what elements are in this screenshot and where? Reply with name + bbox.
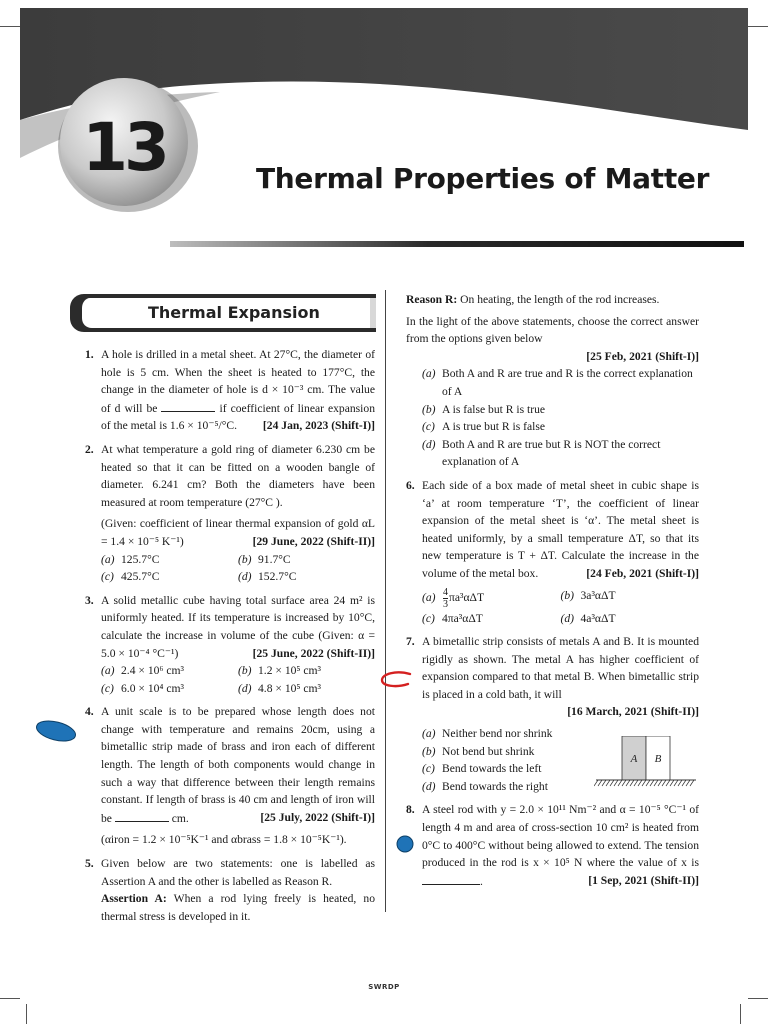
- option[interactable]: [422, 610, 561, 628]
- question-text: .: [480, 874, 483, 888]
- question-7: [406, 633, 699, 703]
- column-divider: [385, 290, 386, 912]
- question-text: Each side of a box made of metal sheet in cubic shape is ‘a’ at room temperature ‘T’, the coefficient of linear expansion of the metal sheet is ‘α’. The metal sheet is heated uniformly, by a small temperature ΔT, so that its new temperature is T + ΔT. Calculate the increase in the volume of the metal box.: [422, 478, 699, 580]
- option-label: (a): [101, 664, 115, 678]
- option-label: (c): [101, 570, 114, 584]
- option-label: (c): [422, 420, 435, 434]
- option-label: (b): [422, 744, 436, 758]
- option-text: Bend towards the left: [442, 762, 542, 776]
- crop-mark: [26, 1004, 27, 1024]
- option-text: A is false but R is true: [442, 402, 546, 416]
- option[interactable]: [238, 680, 375, 698]
- reason-label: Reason R:: [406, 293, 458, 306]
- page-footer: SWRDP: [368, 983, 400, 991]
- ground-hatching: [594, 780, 694, 786]
- answer-blank: [422, 872, 480, 885]
- answer-blank: [161, 399, 215, 412]
- exam-source: [24 Jan, 2023 (Shift-I)]: [262, 419, 375, 433]
- question-5-options: [406, 365, 699, 471]
- option-label: (b): [560, 588, 575, 602]
- exam-source: [29 June, 2022 (Shift-II)]: [252, 534, 375, 548]
- exam-source: [25 July, 2022 (Shift-I)]: [260, 810, 375, 824]
- chapter-number: 13: [82, 109, 166, 186]
- given-text: (Given: coefficient of linear thermal expansion of gold αL = 1.4 × 10⁻⁵ K⁻¹): [101, 517, 375, 548]
- chapter-title: Thermal Properties of Matter: [256, 162, 710, 195]
- option[interactable]: [561, 587, 700, 610]
- metal-a-label: A: [630, 753, 638, 765]
- option-text: 6.0 × 10⁴ cm³: [121, 681, 185, 695]
- option-label: (b): [238, 552, 252, 566]
- option[interactable]: [406, 436, 699, 471]
- exam-source: [24 Feb, 2021 (Shift-I)]: [586, 566, 699, 580]
- chapter-banner: [20, 8, 748, 240]
- question-text: A solid metallic cube having total surface area 24 m² is uniformly heated. If its temperature is increased by 10°C, calculate the increase in volume of the cube (Given: α = 5.0 × 10⁻⁴ °C⁻¹): [101, 593, 375, 660]
- question-text: A hole is drilled in a metal sheet. At 27°C, the diameter of hole is 5 cm. When the sheet is heated to 177°C, the change in the diameter of hole is d × 10⁻³ cm. The value of d will be: [101, 348, 375, 415]
- section-title: Thermal Expansion: [148, 303, 320, 322]
- question-text: A bimetallic strip consists of metals A and B. It is mounted rigidly as shown. The metal A has higher coefficient of expansion compared to that metal B. When bimetallic strip is placed in a cold bath, it will: [422, 635, 699, 701]
- question-text: A steel rod with y = 2.0 × 10¹¹ Nm⁻² and α = 10⁻⁵ °C⁻¹ of length 4 m and area of cross-section 10 cm² is heated from 0°C to 400°C without being allowed to extend. The tension produced in the rod is x × 10⁵ N where the value of x is: [422, 803, 699, 870]
- question-text: Given below are two statements: one is labelled as Assertion A and the other is labelled as Reason R.: [101, 857, 375, 888]
- question-text: if coefficient of linear expansion of the metal is 1.6 × 10⁻⁵/°C.: [101, 401, 375, 433]
- option[interactable]: [406, 418, 699, 436]
- option-text: 152.7°C: [258, 570, 297, 584]
- question-number: 7.: [406, 635, 415, 649]
- option[interactable]: [406, 401, 699, 419]
- given-text: (αiron = 1.2 × 10⁻⁵K⁻¹ and αbrass = 1.8 × 10⁻⁵K⁻¹).: [101, 833, 347, 847]
- question-2-options: [85, 551, 375, 586]
- option-text: 2.4 × 10⁶ cm³: [121, 664, 185, 678]
- option[interactable]: [238, 568, 375, 586]
- exam-source: [1 Sep, 2021 (Shift-II)]: [588, 873, 699, 887]
- option-text: Both A and R are true and R is the correct explanation of A: [442, 367, 693, 398]
- option-text: A is true but R is false: [442, 420, 546, 434]
- fraction-numerator: 4: [443, 586, 448, 598]
- question-text: At what temperature a gold ring of diameter 6.230 cm be heated so that it can be fitted on a wooden bangle of diameter. 6.241 cm? Both the diameters have been measured at room temperature (27°C ).: [101, 442, 375, 509]
- option-text: 3a³αΔT: [580, 588, 616, 602]
- question-text: A unit scale is to be prepared whose length does not change with temperature and remains 20cm, using a bimetallic strip made of brass and iron each of different length. The length of both components would change in such a way that difference between their length remains constant. If length of brass is 40 cm and length of iron will be: [101, 705, 375, 825]
- option-text: Neither bend nor shrink: [442, 727, 553, 741]
- bimetallic-strip-figure: [594, 736, 698, 788]
- crop-mark: [748, 998, 768, 999]
- exam-source: [25 Feb, 2021 (Shift-I)]: [586, 349, 699, 363]
- fraction-denominator: 3: [443, 598, 448, 610]
- question-number: 6.: [406, 478, 415, 492]
- question-4: [85, 703, 375, 827]
- option-label: (d): [422, 437, 436, 451]
- option[interactable]: [101, 662, 238, 680]
- assertion-label: Assertion A:: [101, 892, 167, 906]
- question-number: 8.: [406, 803, 415, 817]
- option-label: (a): [101, 552, 115, 566]
- question-5-instruction: In the light of the above statements, choose the correct answer from the options given below: [406, 314, 699, 346]
- option-label: (b): [238, 664, 252, 678]
- option-label: (c): [101, 681, 114, 695]
- option[interactable]: [422, 587, 561, 610]
- question-number: 1.: [85, 348, 94, 361]
- option-text: 91.7°C: [258, 552, 291, 566]
- question-1: [85, 346, 375, 435]
- option-text: 4.8 × 10⁵ cm³: [258, 681, 322, 695]
- option[interactable]: [101, 568, 238, 586]
- fraction: [443, 587, 448, 610]
- option-label: (b): [422, 402, 436, 416]
- option-label: (a): [422, 590, 436, 604]
- metal-b-label: B: [654, 753, 662, 765]
- answer-blank: [115, 809, 169, 822]
- question-4-given: [85, 831, 375, 849]
- option-text: Not bend but shrink: [442, 744, 535, 758]
- exam-source: [16 March, 2021 (Shift-II)]: [567, 705, 699, 719]
- option[interactable]: [238, 551, 375, 569]
- option[interactable]: [561, 610, 700, 628]
- question-number: 5.: [85, 857, 94, 871]
- blue-highlight-mark: [34, 718, 80, 744]
- crop-mark: [740, 1004, 741, 1024]
- option-text: Bend towards the right: [442, 779, 548, 793]
- left-column: [85, 346, 375, 925]
- reason-text: On heating, the length of the rod increases.: [460, 293, 660, 306]
- question-5-reason: [406, 291, 699, 309]
- option-text: Both A and R are true but R is NOT the correct explanation of A: [442, 437, 661, 469]
- question-3: [85, 592, 375, 662]
- question-3-options: [85, 662, 375, 697]
- option-label: (c): [422, 762, 435, 776]
- option-text: 425.7°C: [121, 570, 160, 584]
- question-number: 3.: [85, 593, 94, 607]
- option[interactable]: [101, 551, 238, 569]
- assertion-text: When a rod lying freely is heated, no thermal stress is developed in it.: [101, 892, 375, 923]
- option-label: (a): [422, 367, 436, 381]
- crop-mark: [0, 998, 20, 999]
- question-number: 2.: [85, 442, 94, 456]
- question-8: [406, 801, 699, 890]
- unit-text: cm.: [171, 811, 189, 825]
- option-label: (d): [422, 779, 436, 793]
- title-rule: [170, 241, 744, 247]
- option[interactable]: [406, 365, 699, 400]
- exam-source: [25 June, 2022 (Shift-II)]: [252, 646, 375, 660]
- option[interactable]: [101, 680, 238, 698]
- question-5: [85, 855, 375, 925]
- question-2: [85, 441, 375, 511]
- option-text: πa³αΔT: [449, 590, 485, 604]
- crop-mark: [0, 26, 20, 27]
- option-label: (a): [422, 727, 436, 741]
- question-2-given: [85, 515, 375, 550]
- right-column: [406, 291, 699, 890]
- option-text: 4a³αΔT: [580, 611, 616, 625]
- option-text: 1.2 × 10⁵ cm³: [258, 664, 322, 678]
- option-label: (d): [238, 570, 252, 584]
- question-6: [406, 477, 699, 583]
- option-text: 125.7°C: [121, 552, 160, 566]
- crop-mark: [748, 26, 768, 27]
- option-label: (d): [560, 611, 575, 625]
- option-label: (c): [422, 611, 435, 625]
- option-label: (d): [238, 681, 252, 695]
- question-6-options: [406, 587, 699, 628]
- option[interactable]: [238, 662, 375, 680]
- question-number: 4.: [85, 705, 94, 719]
- option-text: 4πa³αΔT: [442, 611, 483, 625]
